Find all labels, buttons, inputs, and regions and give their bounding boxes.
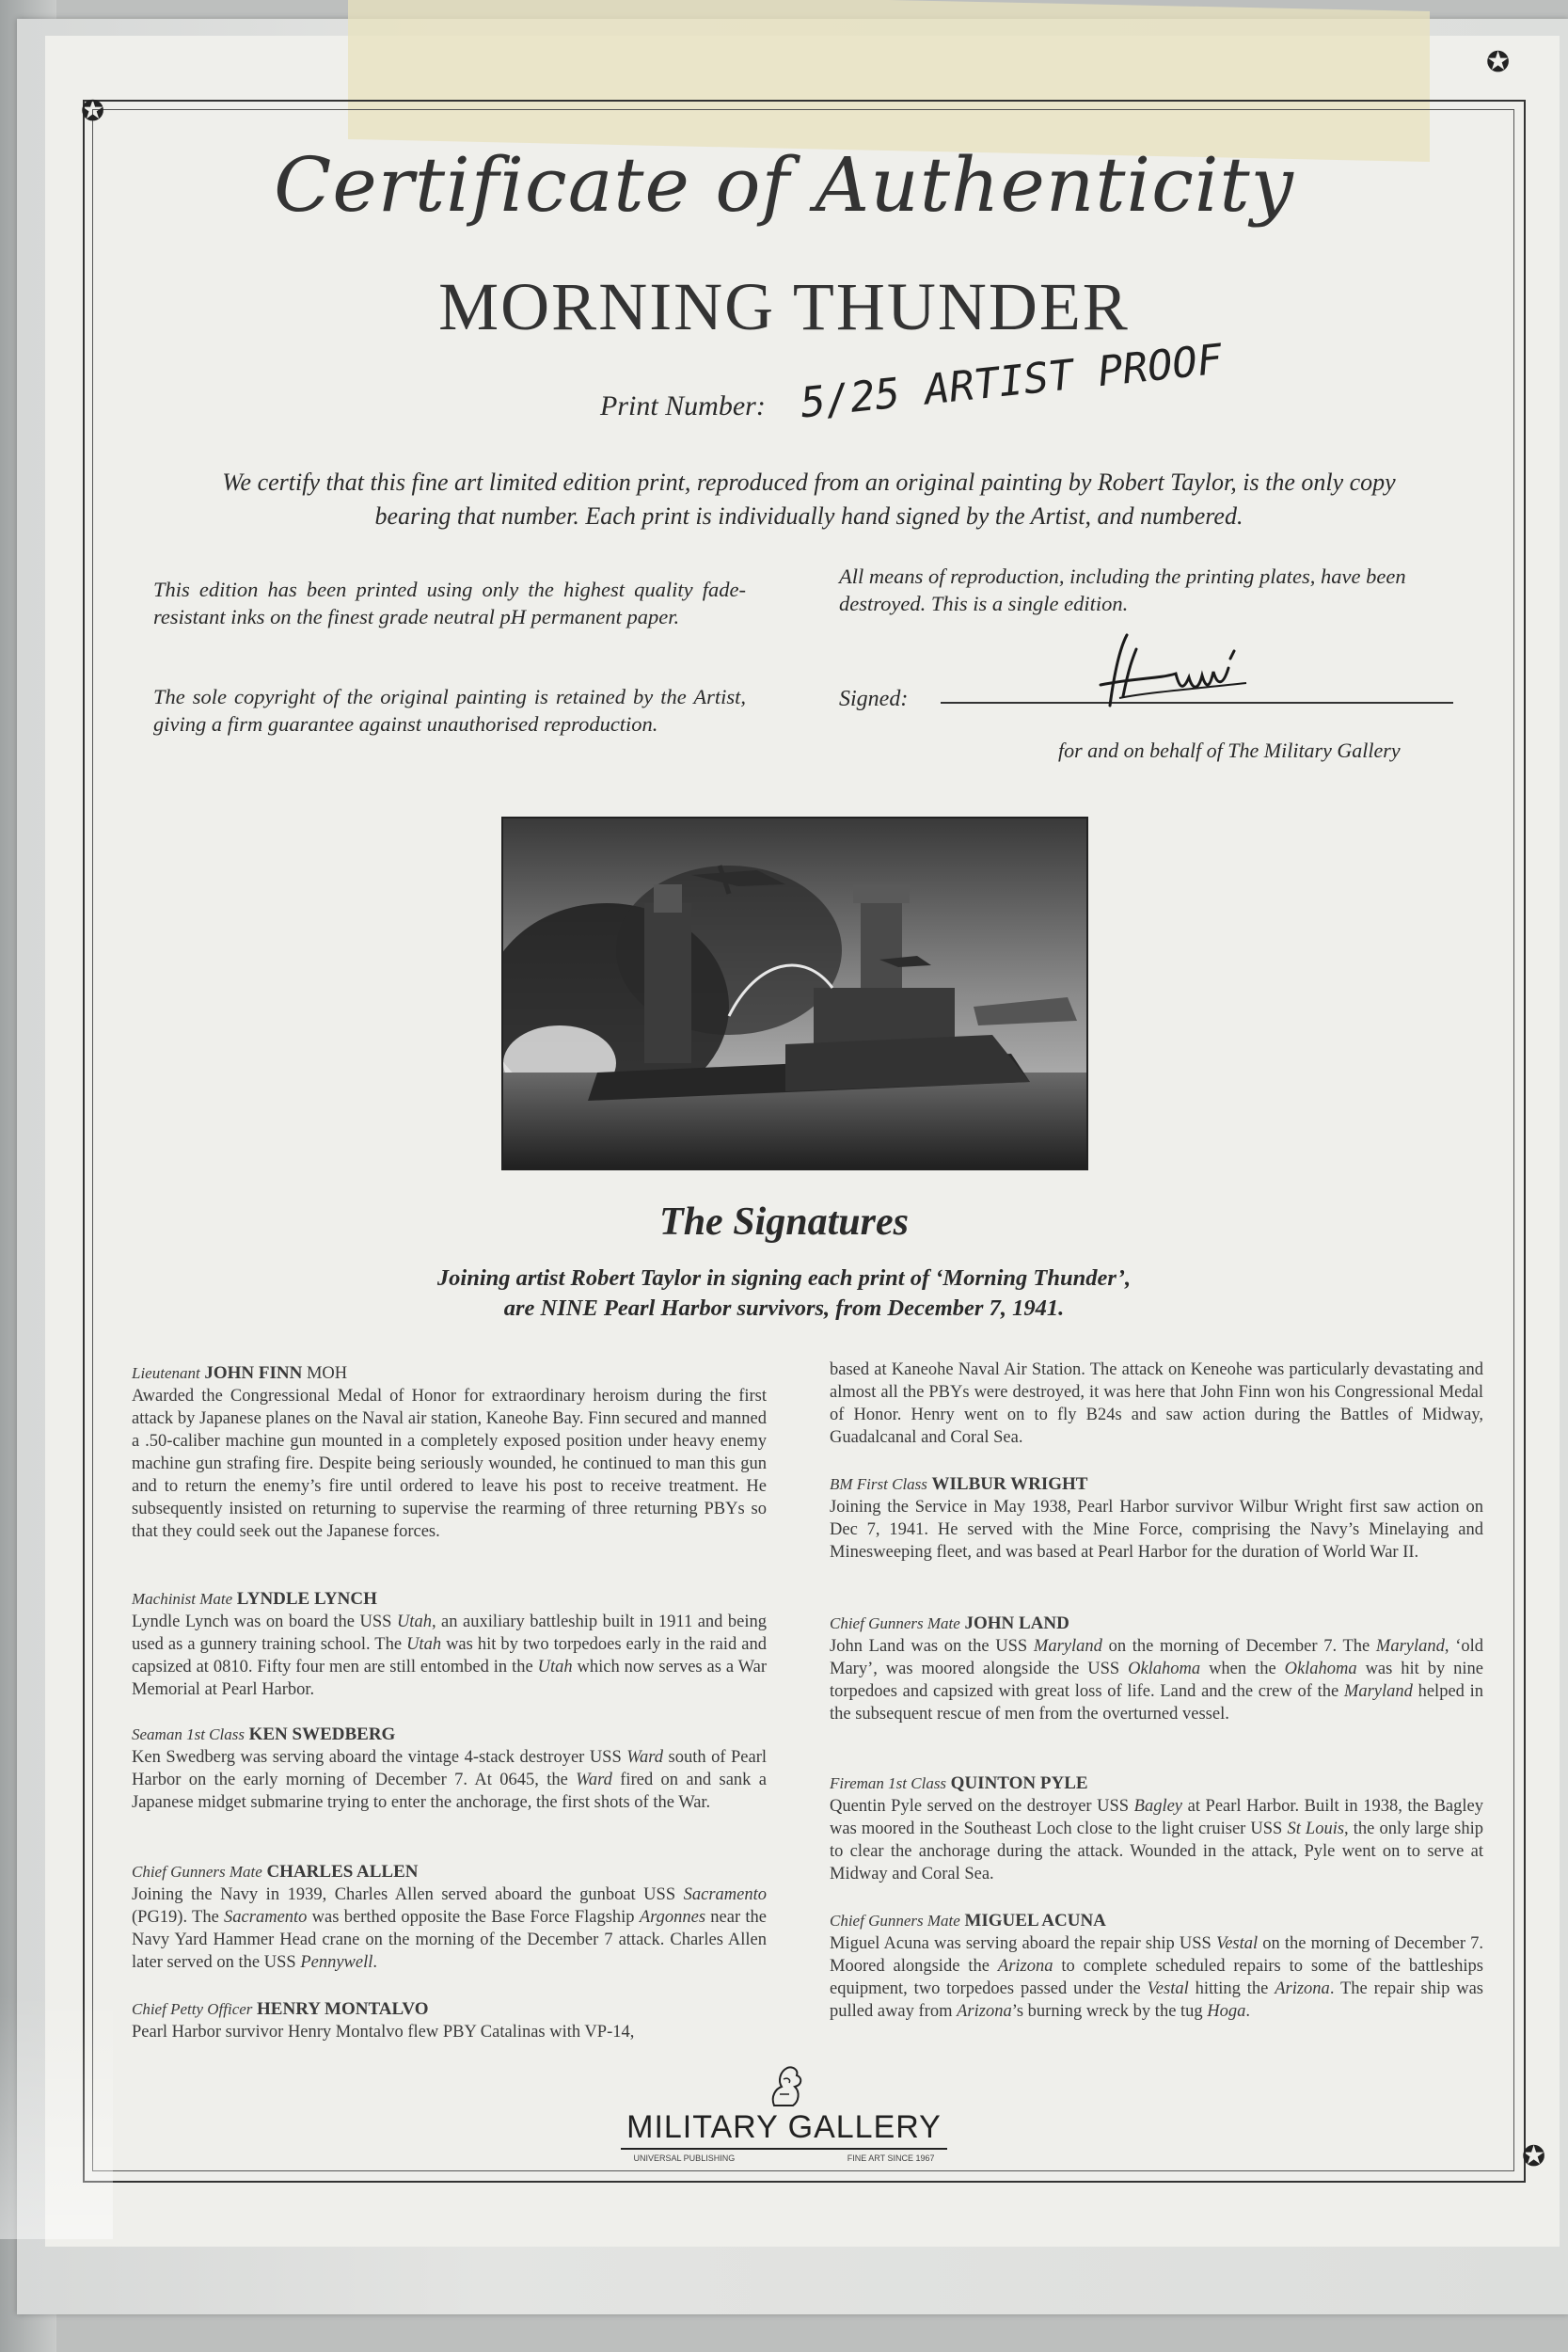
print-title: MORNING THUNDER <box>438 269 1130 344</box>
bio-text: on the morning of December 7. Moored alongside the <box>830 1934 1483 1976</box>
bio-name: LYNDLE LYNCH <box>236 1589 377 1609</box>
print-number-handwritten: 5/25 ARTIST PROOF <box>798 335 1225 428</box>
bio-name: JOHN LAND <box>964 1613 1069 1633</box>
ship-name: Oklahoma <box>1284 1660 1357 1678</box>
signatures-heading: The Signatures <box>659 1200 909 1244</box>
bio-text: Miguel Acuna was serving aboard the repair ship USS <box>830 1934 1216 1953</box>
bio-text: Joining the Navy in 1939, Charles Allen served aboard the gunboat USS <box>132 1885 684 1904</box>
bio-text: . <box>372 1953 377 1972</box>
copyright-paragraph: The sole copyright of the original painting is retained by the Artist, giving a firm guarantee against unauthorised reproduction. <box>153 685 746 736</box>
ship-name: Arizona <box>997 1957 1053 1976</box>
bio-text: Quentin Pyle served on the destroyer USS <box>830 1797 1134 1816</box>
signatures-subheading <box>0 1263 1568 1324</box>
ship-name: Arizona <box>1275 1979 1330 1998</box>
bio-text: (PG19). The <box>132 1908 225 1927</box>
bio-name: MIGUEL ACUNA <box>964 1911 1106 1931</box>
ship-name: Ward <box>576 1771 612 1789</box>
bio-text: helped in the subsequent rescue of men from the overturned vessel. <box>830 1682 1484 1724</box>
certify-statement: We certify that this fine art limited edition print, reproduced from an original painting by Robert Taylor, is the only copy bearing that number. Each print is individually hand signed by the Artist, and numbered. <box>222 469 1396 530</box>
bio-text: was berthed opposite the Base Force Flagship <box>307 1908 640 1927</box>
behalf-text: for and on behalf of The Military Gallery <box>1058 739 1401 762</box>
ship-name: Utah <box>406 1635 442 1654</box>
ship-name: Argonnes <box>639 1908 706 1927</box>
ship-name: Utah <box>537 1658 573 1677</box>
bio-rank: Lieutenant <box>132 1364 200 1382</box>
bio-body: Pearl Harbor survivor Henry Montalvo flew PBY Catalinas with VP-14, <box>132 2023 635 2042</box>
logo-taglines <box>634 2153 935 2169</box>
ship-name: Utah <box>396 1613 432 1631</box>
bio-text: south of Pearl Harbor on the early morning of December 7. At 0645, the <box>132 1748 768 1789</box>
bio-charles-allen <box>132 1861 767 1974</box>
bio-rank: BM First Class <box>830 1475 927 1493</box>
ship-name: Hoga <box>1207 2002 1246 2021</box>
bio-text: when the <box>1200 1660 1285 1678</box>
bio-rank: Chief Gunners Mate <box>132 1863 262 1881</box>
bio-text: fired on and sank a Japanese midget submarine trying to enter the anchorage, the first shots of the War. <box>132 1771 767 1812</box>
ship-name: Ward <box>626 1748 663 1767</box>
bio-name: QUINTON PYLE <box>950 1773 1088 1793</box>
military-gallery-logo <box>0 2060 1568 2173</box>
ship-name: St Louis <box>1287 1820 1345 1838</box>
bio-text: , an auxiliary battleship built in 1911 and being used as a gunnery training school. The <box>132 1613 767 1654</box>
bio-text: Lyndle Lynch was on board the USS <box>132 1613 397 1631</box>
signed-label: Signed: <box>839 687 909 711</box>
bio-john-land <box>830 1613 1483 1725</box>
bio-name: WILBUR WRIGHT <box>931 1474 1088 1494</box>
logo-right-tag: FINE ART SINCE 1967 <box>847 2153 935 2163</box>
bio-rank: Chief Petty Officer <box>132 2000 253 2018</box>
ship-name: Vestal <box>1147 1979 1189 1998</box>
ship-name: Vestal <box>1215 1934 1259 1953</box>
corner-star-icon: ✪ <box>1486 46 1511 79</box>
bio-name: JOHN FINN <box>204 1363 303 1383</box>
bio-body: Joining the Service in May 1938, Pearl Harbor survivor Wilbur Wright first saw action on Dec 7, 1941. He served with the Mine Force, comprising the Navy’s Minelaying and Minesweeping fleet, and was based at Pearl Harbor for the duration of World War II. <box>830 1498 1483 1562</box>
bio-text: at Pearl Harbor. Built in 1938, the Bagley was moored in the Southeast Loch close to the light cruiser USS <box>830 1797 1483 1838</box>
bio-body <box>830 1635 1483 1725</box>
bio-body <box>830 1932 1483 2023</box>
bio-suffix: MOH <box>302 1364 348 1383</box>
bio-body <box>830 1795 1483 1885</box>
bio-lyndle-lynch <box>132 1588 767 1701</box>
bio-body: Awarded the Congressional Medal of Honor for extraordinary heroism during the first attack by Japanese planes on the Naval air station, Kaneohe Bay. Finn secured and manned a .50-caliber machine gun mounted in a completely exposed position under heavy enemy machine gun strafing fire. Despite being seriously wounded, he continued to man this gun and to return the enemy’s fire until ordered to leave his post to receive treatment. He subsequently insisted on returning to supervise the rearming of three returning PBYs so that they could seek out the Japanese forces. <box>132 1387 767 1541</box>
bio-rank: Fireman 1st Class <box>830 1774 947 1792</box>
handwritten-signature <box>1082 630 1251 715</box>
bio-henry-montalvo <box>132 1998 767 2043</box>
bio-text: hitting the <box>1188 1979 1275 1998</box>
ship-name: Oklahoma <box>1128 1660 1201 1678</box>
bio-text: , the only large ship to clear the anchorage during the attack. Wounded in the attack, Pyle went on to serve at Midway and Coral Sea. <box>830 1820 1483 1883</box>
ship-name: Bagley <box>1133 1797 1183 1816</box>
corner-star-icon: ✪ <box>81 95 105 128</box>
signatures-subheading-line: Joining artist Robert Taylor in signing each print of ‘Morning Thunder’, <box>436 1265 1132 1291</box>
bio-rank: Machinist Mate <box>132 1590 233 1608</box>
bio-name: KEN SWEDBERG <box>248 1724 396 1744</box>
ship-name: Pennywell <box>300 1953 373 1972</box>
bio-rank: Seaman 1st Class <box>132 1725 245 1743</box>
corner-star-icon: ✪ <box>1522 2140 1546 2173</box>
bio-name: CHARLES ALLEN <box>266 1862 419 1882</box>
bio-body <box>132 1746 767 1814</box>
print-number-label: Print Number: <box>600 390 766 421</box>
painting-thumbnail <box>501 817 1088 1170</box>
bio-text: was hit by nine torpedoes and capsized with great loss of life. Land and the crew of the <box>830 1660 1483 1701</box>
bio-text: John Land was on the USS <box>830 1637 1034 1656</box>
edition-paragraph: This edition has been printed using only the highest quality fade-resistant inks on the finest grade neutral pH permanent paper. <box>153 578 746 628</box>
lion-emblem-icon <box>761 2060 808 2109</box>
bio-john-finn <box>132 1362 767 1543</box>
bio-text: Ken Swedberg was serving aboard the vintage 4-stack destroyer USS <box>132 1748 627 1767</box>
bio-text: on the morning of December 7. The <box>1101 1637 1376 1656</box>
bio-ken-swedberg <box>132 1724 767 1814</box>
bio-text: . The repair ship was pulled away from <box>830 1979 1484 2021</box>
ship-name: Sacramento <box>224 1908 308 1927</box>
ship-name: Arizona <box>957 2002 1012 2021</box>
bio-text: was hit by two torpedoes early in the raid and capsized at 0810. Fifty four men are still entombed in the <box>132 1635 767 1677</box>
reproduction-paragraph: All means of reproduction, including the printing plates, have been destroyed. This is a single edition. <box>839 564 1406 615</box>
ship-name: Maryland <box>1343 1682 1413 1701</box>
bio-text: near the Navy Yard Hammer Head crane on the morning of the December 7 attack. Charles Allen later served on the USS <box>132 1908 767 1972</box>
bio-text: which now serves as a War Memorial at Pearl Harbor. <box>132 1658 767 1699</box>
certificate-title-script: Certificate of Authenticity <box>274 141 1294 229</box>
bio-wilbur-wright <box>830 1473 1483 1564</box>
ship-name: Maryland <box>1033 1637 1102 1656</box>
bio-text: to complete scheduled repairs to some of the battleships equipment, two torpedoes passed under the <box>830 1957 1483 1998</box>
bio-rank: Chief Gunners Mate <box>830 1614 960 1632</box>
signatures-subheading-line: are NINE Pearl Harbor survivors, from December 7, 1941. <box>503 1295 1065 1321</box>
ship-name: Sacramento <box>683 1885 767 1904</box>
logo-left-tag: UNIVERSAL PUBLISHING <box>633 2153 736 2163</box>
bio-text: , ‘old Mary’, was moored alongside the USS <box>830 1637 1483 1678</box>
bio-text: ’s burning wreck by the tug <box>1011 2002 1208 2021</box>
ship-name: Maryland <box>1375 1637 1445 1656</box>
sleeve-glare <box>0 1994 113 2239</box>
bio-body: based at Kaneohe Naval Air Station. The attack on Keneohe was particularly devastating and almost all the PBYs were destroyed, it was here that John Finn won his Congressional Medal of Honor. Henry went on to fly B24s and saw action during the Battles of Midway, Guadalcanal and Coral Sea. <box>830 1360 1483 1447</box>
logo-wordmark: MILITARY GALLERY <box>621 2109 947 2150</box>
bio-body <box>132 1611 767 1701</box>
bio-miguel-acuna <box>830 1910 1483 2023</box>
bio-name: HENRY MONTALVO <box>257 1999 429 2019</box>
bio-quinton-pyle <box>830 1772 1483 1885</box>
bio-body <box>132 1883 767 1974</box>
bio-text: . <box>1245 2002 1251 2021</box>
bio-rank: Chief Gunners Mate <box>830 1912 960 1930</box>
bio-henry-montalvo-continued <box>830 1359 1483 1449</box>
